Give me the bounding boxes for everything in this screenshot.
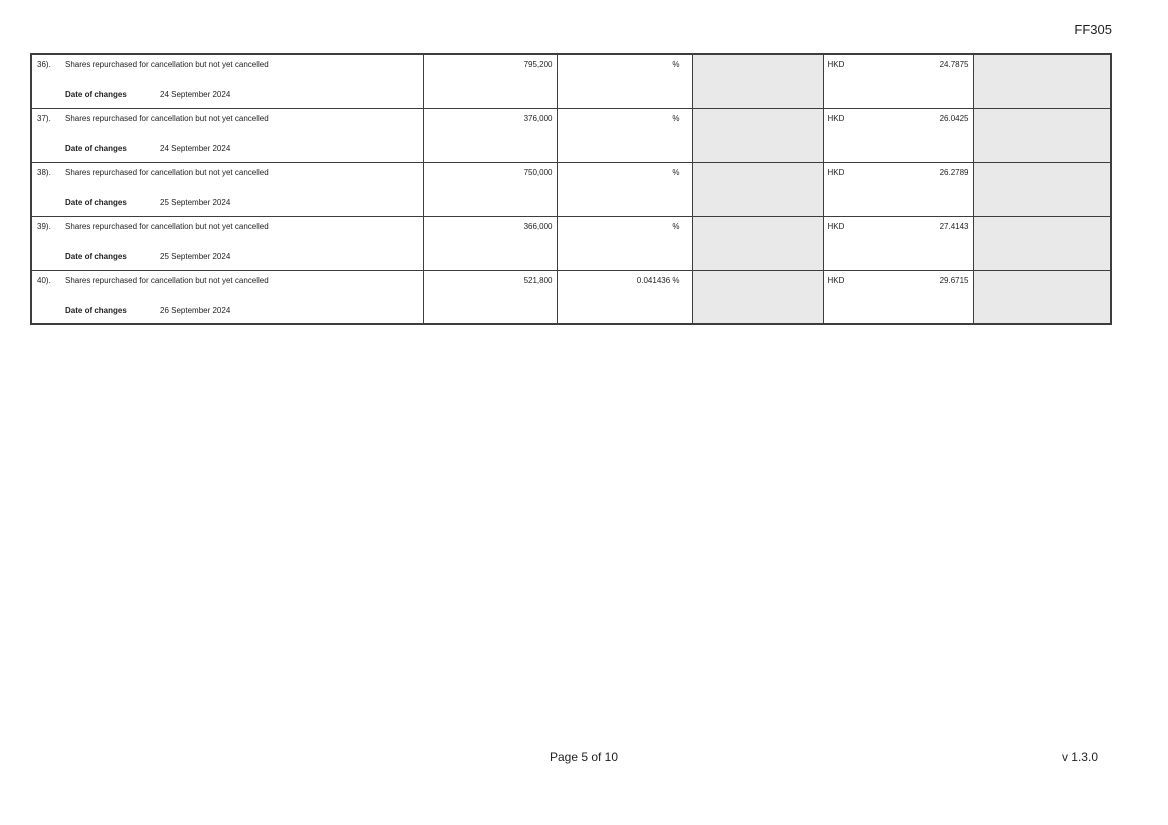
- table-row: [31, 108, 1111, 162]
- price-value: 29.6715: [939, 275, 969, 285]
- date-of-changes-label: Date of changes: [65, 90, 127, 99]
- price-value: 26.0425: [939, 113, 969, 123]
- price-cell: [823, 216, 973, 270]
- row-number: 40).: [37, 275, 51, 285]
- row-description: Shares repurchased for cancellation but not yet cancelled: [65, 221, 269, 231]
- row-number: 38).: [37, 167, 51, 177]
- date-of-changes-value: 25 September 2024: [160, 197, 231, 207]
- shaded-cell: [692, 162, 823, 216]
- price-value: 27.4143: [939, 221, 969, 231]
- row-number: 37).: [37, 113, 51, 123]
- table-row: [31, 270, 1111, 324]
- page-indicator: Page 5 of 10: [549, 750, 619, 764]
- percent-cell: %: [557, 162, 692, 216]
- date-of-changes-label: Date of changes: [65, 251, 127, 261]
- currency-label: HKD: [827, 60, 845, 69]
- shares-count-cell: 376,000: [423, 108, 557, 162]
- table-row: [31, 216, 1111, 270]
- description-cell: [31, 270, 423, 324]
- currency-label: HKD: [827, 221, 845, 231]
- date-of-changes-value: 25 September 2024: [160, 251, 231, 261]
- shares-count-cell: 521,800: [423, 270, 557, 324]
- version-label: v 1.3.0: [1061, 750, 1098, 764]
- price-cell: [823, 108, 973, 162]
- shaded-cell: [973, 162, 1111, 216]
- date-of-changes-value: 24 September 2024: [160, 143, 231, 153]
- date-of-changes-label: Date of changes: [65, 143, 127, 153]
- table-row: [31, 162, 1111, 216]
- description-cell: [31, 54, 423, 108]
- shaded-cell: [973, 108, 1111, 162]
- shaded-cell: [692, 270, 823, 324]
- shares-count-cell: 795,200: [423, 54, 557, 108]
- description-cell: [31, 162, 423, 216]
- date-of-changes-value: 24 September 2024: [160, 90, 231, 99]
- shaded-cell: [692, 108, 823, 162]
- row-description: Shares repurchased for cancellation but not yet cancelled: [65, 275, 269, 285]
- currency-label: HKD: [827, 275, 845, 285]
- share-repurchase-table: [30, 53, 1112, 325]
- description-cell: [31, 216, 423, 270]
- row-number: 36).: [37, 60, 51, 69]
- row-description: Shares repurchased for cancellation but not yet cancelled: [65, 60, 269, 69]
- price-value: 26.2789: [939, 167, 969, 177]
- shaded-cell: [973, 54, 1111, 108]
- percent-cell: %: [557, 54, 692, 108]
- date-of-changes-label: Date of changes: [65, 305, 127, 315]
- shaded-cell: [692, 54, 823, 108]
- percent-cell: %: [557, 216, 692, 270]
- date-of-changes-value: 26 September 2024: [160, 305, 231, 315]
- price-cell: [823, 270, 973, 324]
- row-number: 39).: [37, 221, 51, 231]
- percent-cell: 0.041436 %: [557, 270, 692, 324]
- price-cell: [823, 162, 973, 216]
- row-description: Shares repurchased for cancellation but not yet cancelled: [65, 167, 269, 177]
- shaded-cell: [692, 216, 823, 270]
- percent-cell: %: [557, 108, 692, 162]
- description-cell: [31, 108, 423, 162]
- price-cell: [823, 54, 973, 108]
- shaded-cell: [973, 216, 1111, 270]
- shaded-cell: [973, 270, 1111, 324]
- price-value: 24.7875: [939, 60, 969, 69]
- row-description: Shares repurchased for cancellation but not yet cancelled: [65, 113, 269, 123]
- shares-count-cell: 366,000: [423, 216, 557, 270]
- shares-count-cell: 750,000: [423, 162, 557, 216]
- currency-label: HKD: [827, 113, 845, 123]
- form-code: FF305: [1074, 22, 1112, 37]
- date-of-changes-label: Date of changes: [65, 197, 127, 207]
- table-row: [31, 54, 1111, 108]
- currency-label: HKD: [827, 167, 845, 177]
